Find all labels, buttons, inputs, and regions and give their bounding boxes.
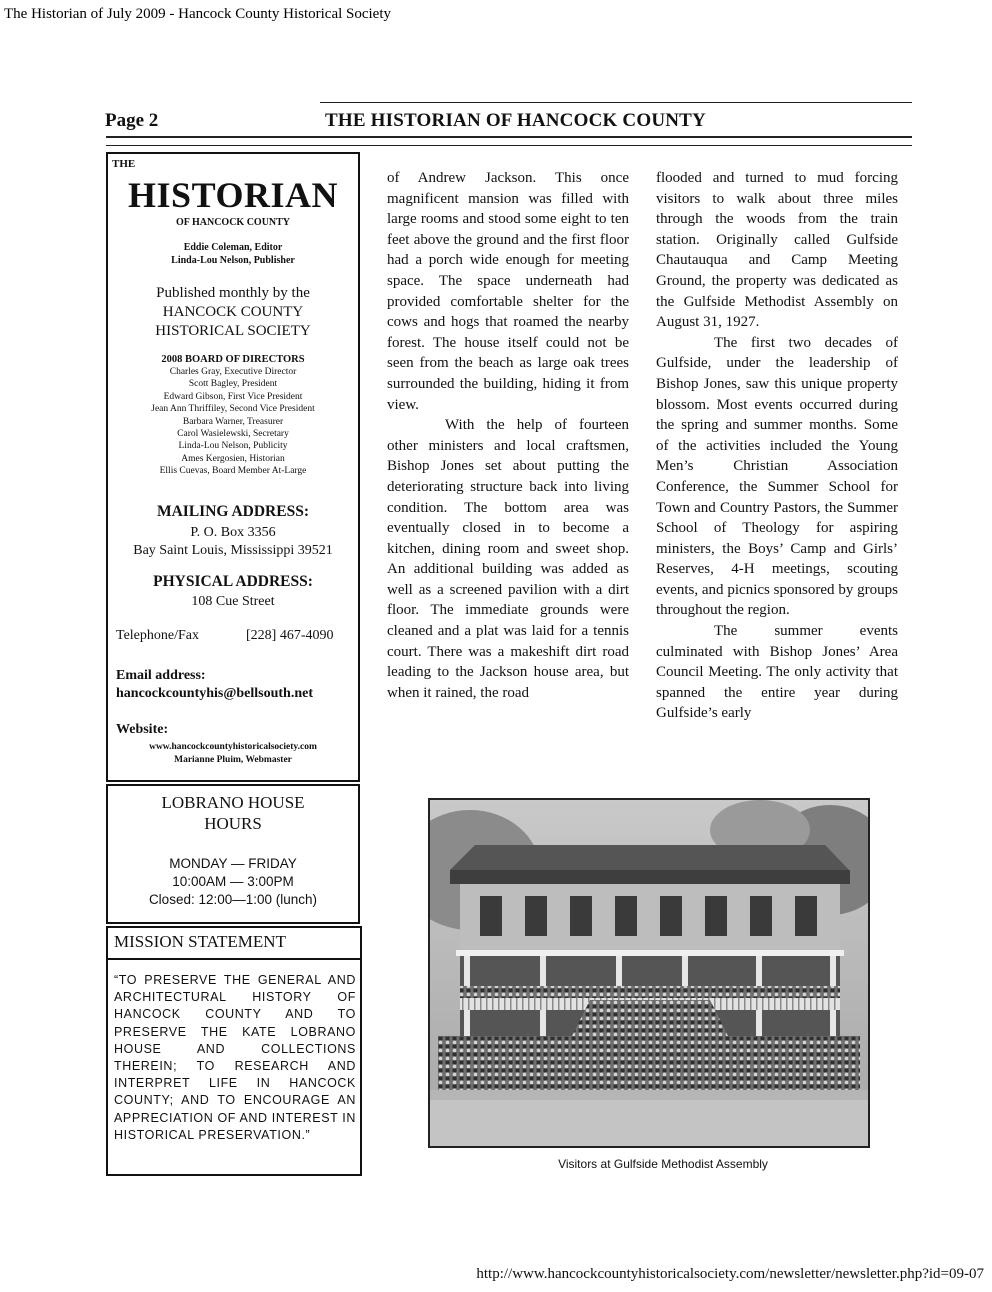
- hours-days: MONDAY — FRIDAY: [169, 856, 297, 871]
- hours-title-line-1: LOBRANO HOUSE: [161, 793, 305, 812]
- board-member: Edward Gibson, First Vice President: [163, 391, 303, 402]
- article-paragraph: flooded and turned to mud forcing visitors to walk about three miles through the woods from the train station. Originally called Gulfside Chautauqua and Camp Meeting Ground, the property was dedicated as the Gulfside Methodist Assembly on August 31, 1927.: [656, 170, 898, 331]
- browser-title: The Historian of July 2009 - Hancock County Historical Society: [4, 6, 392, 22]
- masthead-published-3: HISTORICAL SOCIETY: [155, 323, 311, 339]
- footer-url[interactable]: http://www.hancockcountyhistoricalsociety.com/newsletter/newsletter.php?id=09-07: [476, 1266, 984, 1282]
- masthead-published-2: HANCOCK COUNTY: [162, 304, 304, 320]
- header-rule-bottom: [106, 136, 912, 138]
- masthead-editor: Eddie Coleman, Editor: [183, 242, 283, 253]
- masthead-subtitle: OF HANCOCK COUNTY: [175, 217, 291, 228]
- hours-title-line-2: HOURS: [204, 814, 262, 833]
- article-paragraph: The summer events culminated with Bishop Jones’ Area Council Meeting. The only activity that spanned the entire year during Gulfside’s early: [656, 623, 898, 722]
- hours-closed: Closed: 12:00—1:00 (lunch): [148, 892, 318, 907]
- article-column-middle: [387, 168, 629, 703]
- website-url[interactable]: www.hancockcountyhistoricalsociety.com: [149, 742, 317, 752]
- board-member: Carol Wasielewski, Secretary: [177, 429, 289, 440]
- mission-title: MISSION STATEMENT: [114, 932, 286, 951]
- board-member: Ames Kergosien, Historian: [181, 453, 285, 464]
- board-title: 2008 BOARD OF DIRECTORS: [161, 354, 305, 365]
- article-paragraph: The first two decades of Gulfside, under the leadership of Bishop Jones, saw this unique property blossom. Most events occurred during the spring and summer months. Some of the activities included the Young Men’s Christian Association Conference, the Summer School for Town and Country Pastors, the Summer School of Theology for aspiring ministers, the Boys’ Camp and Girls’ Reserves, 4-H meetings, scouting events, and picnics sponsored by groups throughout the region.: [656, 334, 898, 619]
- board-member: Ellis Cuevas, Board Member At-Large: [159, 466, 307, 477]
- website-label: Website:: [116, 722, 169, 737]
- masthead-title: HISTORIAN: [128, 175, 338, 215]
- hours-box: [106, 784, 360, 924]
- email-label: Email address:: [116, 668, 206, 683]
- mailing-label: MAILING ADDRESS:: [156, 503, 309, 520]
- board-member: Linda-Lou Nelson, Publicity: [178, 441, 288, 452]
- board-member: Scott Bagley, President: [188, 379, 278, 390]
- masthead-the: THE: [112, 158, 136, 170]
- board-member: Jean Ann Thriffiley, Second Vice President: [151, 404, 315, 415]
- running-title: THE HISTORIAN OF HANCOCK COUNTY: [325, 110, 706, 131]
- email-address[interactable]: hancockcountyhis@bellsouth.net: [116, 686, 314, 701]
- article-paragraph: With the help of fourteen other ministers and local craftsmen, Bishop Jones set about putting the deteriorating structure back into living condition. The bottom area was eventually closed in to become a kitchen, dining room and sweet shop. An additional building was added as well as a screened pavilion with a dirt floor. The immediate grounds were cleaned and a plat was laid for a tennis court. There was a makeshift dirt road leading to the Jackson house area, but when it rained, the road: [387, 417, 629, 701]
- physical-line-1: 108 Cue Street: [191, 594, 275, 609]
- mailing-line-2: Bay Saint Louis, Mississippi 39521: [133, 543, 333, 558]
- board-member: Charles Gray, Executive Director: [169, 367, 297, 377]
- masthead-box: [106, 152, 360, 782]
- webmaster: Marianne Pluim, Webmaster: [174, 755, 292, 765]
- photo-caption: Visitors at Gulfside Methodist Assembly: [558, 1157, 768, 1171]
- header-rule-bottom-thin: [106, 145, 912, 146]
- hours-times: 10:00AM — 3:00PM: [172, 874, 294, 889]
- mailing-line-1: P. O. Box 3356: [190, 525, 276, 540]
- article-column-right: [656, 168, 898, 724]
- header-rule-top: [320, 102, 912, 103]
- phone-label: Telephone/Fax: [116, 628, 199, 643]
- mission-divider: [108, 958, 360, 960]
- board-member: Barbara Warner, Treasurer: [182, 416, 284, 427]
- hours-title: [108, 792, 358, 834]
- phone-number: [228] 467-4090: [246, 628, 334, 643]
- historical-photo: [428, 798, 870, 1148]
- mission-text: “TO PRESERVE THE GENERAL AND ARCHITECTURAL HISTORY OF HANCOCK COUNTY AND TO PRESERVE THE KATE LOBRANO HOUSE AND COLLECTIONS THEREIN; TO RESEARCH AND INTERPRET LIFE IN HANCOCK COUNTY; AND TO ENCOURAGE AN APPRECIATION OF AND INTEREST IN HISTORICAL PRESERVATION.”: [114, 973, 356, 1142]
- physical-label: PHYSICAL ADDRESS:: [153, 573, 313, 590]
- masthead-publisher: Linda-Lou Nelson, Publisher: [171, 255, 295, 266]
- photo-illustration: [430, 800, 868, 1146]
- article-paragraph: of Andrew Jackson. This once magnificent mansion was filled with large rooms and stood some eight to ten feet above the ground and the first floor had a porch wide enough for meeting space. The space underneath had provided comfortable shelter for the cows and hogs that roamed the nearby forest. The house itself could not be seen from the beach as large oak trees surrounded the building, hiding it from view.: [387, 170, 629, 413]
- masthead-published-1: Published monthly by the: [156, 285, 310, 301]
- board-list: [108, 366, 358, 478]
- mission-box: [106, 926, 362, 1176]
- page-number: Page 2: [105, 110, 159, 131]
